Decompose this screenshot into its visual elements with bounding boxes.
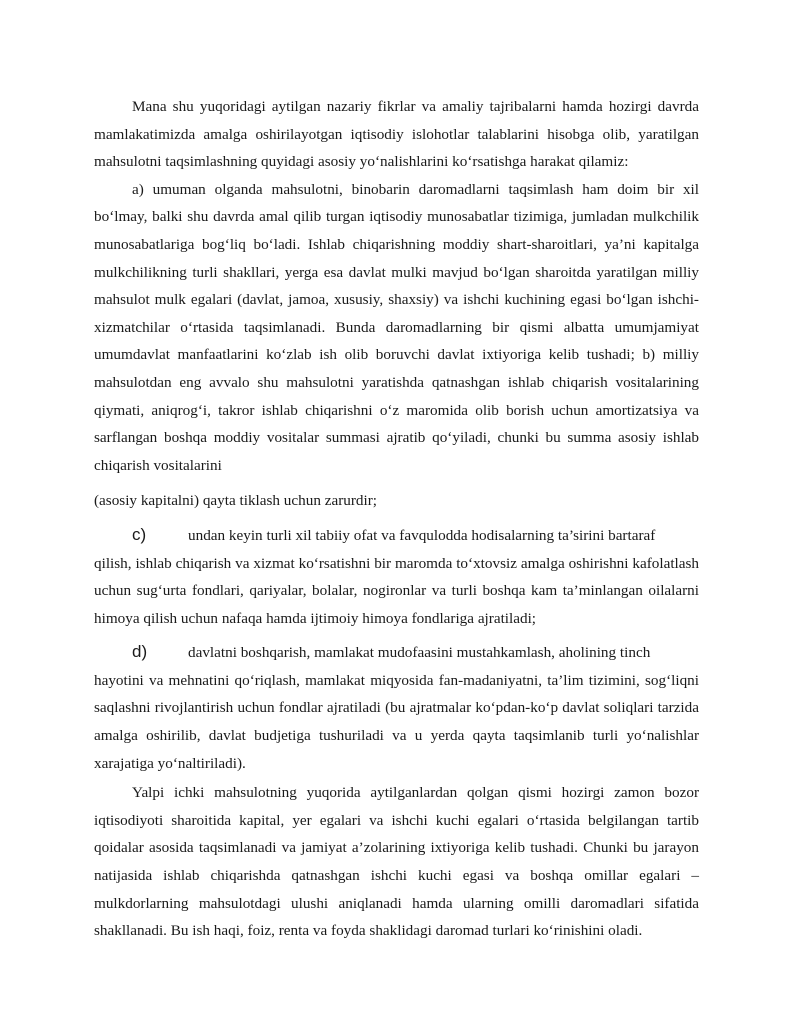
list-item-d-first-line: [94, 638, 699, 667]
document-page: [94, 93, 699, 945]
list-item-c-rest-text: qilish, ishlab chiqarish va xizmat ko‘rsatishni bir maromda to‘xtovsiz amalga oshirishni kafolatlash uchun sug‘urta fondlari, qariyalar, bolalar, nogironlar va turli boshqa kam ta’minlangan oilalarni himoya qilish uchun nafaqa hamda ijtimoiy himoya fondlariga ajratiladi;: [94, 554, 699, 627]
list-item-d-rest-text: hayotini va mehnatini qo‘riqlash, mamlakat miqyosida fan-madaniyatni, ta’lim tizimini, sog‘liqni saqlashni rivojlantirish uchun fondlar ajratiladi (bu ajratmalar ko‘pdan-ko‘p davlat soliqlari tarzida amalga oshirilib, davlat budjetiga tushuriladi va u yerda qayta taqsimlanib turli yo‘nalishlar xarajatiga yo‘naltiriladi).: [94, 671, 699, 772]
list-item-d: [94, 638, 699, 777]
paragraph-item-a-b: a) umuman olganda mahsulotni, binobarin daromadlarni taqsimlash ham doim bir xil bo‘lmay, balki shu davrda amal qilib turgan iqtisodiy munosabatlar tizimiga, jumladan mulkchilik munosabatlariga bog‘liq bo‘ladi. Ishlab chiqarishning moddiy shart-sharoitlari, ya’ni kapitalga mulkchilikning turli shakllari, yerga esa davlat mulki mavjud bo‘lgan sharoitda yaratilgan milliy mahsulot mulk egalari (davlat, jamoa, xususiy, shaxsiy) va ishchi kuchining egasi bo‘lgan ishchi-xizmatchilar o‘rtasida taqsimlanadi. Bunda daromadlarning bir qismi albatta umumjamiyat umumdavlat manfaatlarini ko‘zlab ish olib boruvchi davlat ixtiyoriga kelib tushadi; b) milliy mahsulotdan eng avvalo shu mahsulotni yaratishda qatnashgan ishlab chiqarish vositalarining qiymati, aniqrog‘i, takror ishlab chiqarishni o‘z maromida olib borish uchun amortizatsiya va sarflangan boshqa moddiy vositalar summasi ajratib qo‘yiladi, chunki bu summa asosiy ishlab chiqarish vositalarini: [94, 180, 699, 474]
paragraph-intro: Mana shu yuqoridagi aytilgan nazariy fikrlar va amaliy tajribalarni hamda hozirgi davrda mamlakatimizda amalga oshirilayotgan iqtisodiy islohotlar talablarini hisobga olib, yaratilgan mahsulotni taqsimlashning quyidagi asosiy yo‘nalishlarini ko‘rsatishga harakat qilamiz:: [94, 98, 699, 171]
list-marker-c: c): [132, 524, 147, 544]
paragraph-conclusion: Yalpi ichki mahsulotning yuqorida aytilganlardan qolgan qismi hozirgi zamon bozor iqtisodiyoti sharoitida kapital, yer egalari va ishchi kuchi egalari o‘rtasida belgilangan tartib qoidalar asosida taqsimlanadi va jamiyat a’zolarining ixtiyoriga kelib tushadi. Chunki bu jarayon natijasida ishlab chiqarishda qatnashgan ishchi kuchi egasi va boshqa omillar egalari – mulkdorlarning mahsulotdagi ulushi aniqlanadi hamda ularning omilli daromadlari sifatida shakllanadi. Bu ish haqi, foiz, renta va foyda shaklidagi daromad turlari ko‘rinishini oladi.: [94, 784, 699, 940]
list-marker-d: d): [132, 642, 148, 662]
list-item-c-first-line: [94, 521, 699, 550]
paragraph-continuation: (asosiy kapitalni) qayta tiklash uchun zarurdir;: [94, 492, 377, 510]
list-item-c: [94, 521, 699, 632]
list-item-d-first-text: davlatni boshqarish, mamlakat mudofaasini mustahkamlash, aholining tinch: [188, 644, 651, 662]
list-item-c-first-text: undan keyin turli xil tabiiy ofat va favqulodda hodisalarning ta’sirini bartaraf: [188, 526, 656, 544]
